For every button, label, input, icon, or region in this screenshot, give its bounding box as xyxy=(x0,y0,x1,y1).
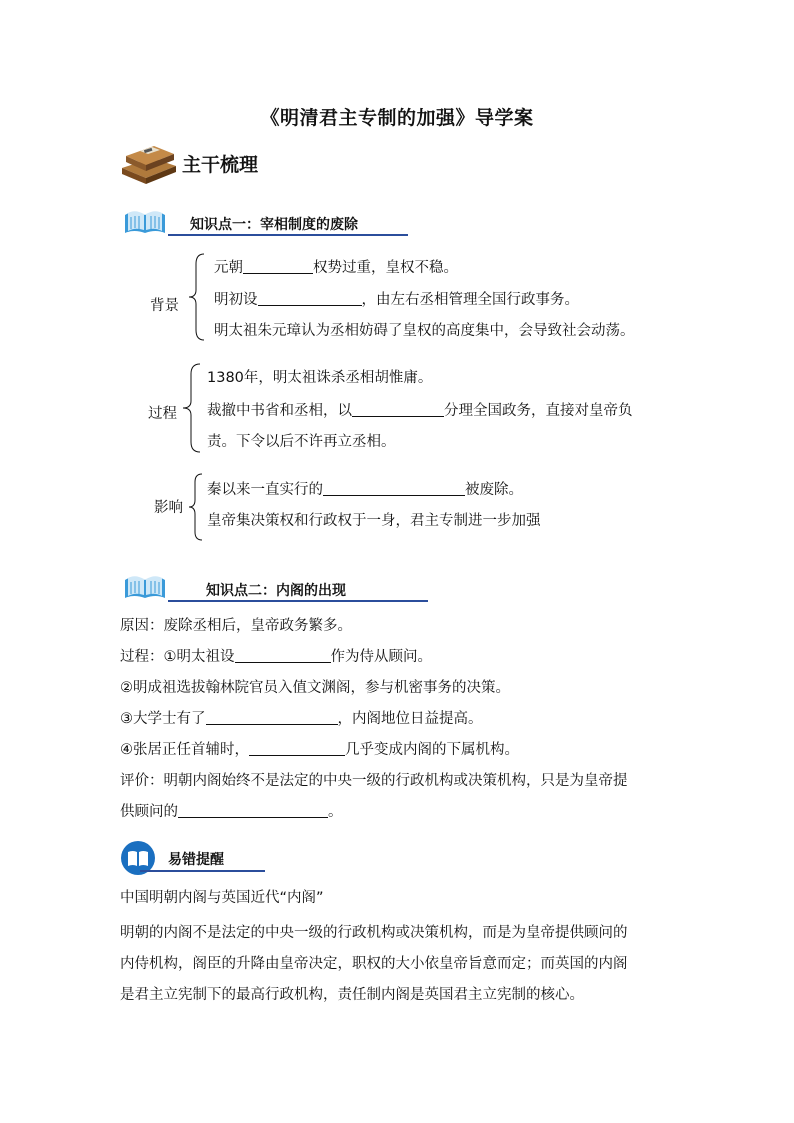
impact-line-2: 皇帝集决策权和行政权于一身，君主专制进一步加强 xyxy=(207,513,541,529)
blank-5[interactable] xyxy=(235,648,331,663)
blank-7[interactable] xyxy=(249,741,345,756)
process-label: 过程 xyxy=(148,406,177,422)
blank-4[interactable] xyxy=(323,481,465,496)
impact-line-1: 秦以来一直实行的 被废除。 xyxy=(207,482,523,498)
kp2-cause: 原因：废除丞相后，皇帝政务繁多。 xyxy=(120,618,352,634)
blank-3[interactable] xyxy=(352,402,444,417)
kp2-underline xyxy=(168,600,428,602)
kp1-title: 知识点一：宰相制度的废除 xyxy=(190,217,358,233)
kp2-process-2: ②明成祖选拔翰林院官员入值文渊阁，参与机密事务的决策。 xyxy=(120,680,510,696)
background-line-3: 明太祖朱元璋认为丞相妨碍了皇权的高度集中，会导致社会动荡。 xyxy=(214,323,635,339)
open-book-icon xyxy=(122,205,168,237)
blank-8[interactable] xyxy=(178,803,328,818)
mistake-underline xyxy=(140,870,265,872)
impact-label: 影响 xyxy=(154,500,183,516)
kp2-process-1: 过程：①明太祖设 作为侍从顾问。 xyxy=(120,649,432,665)
background-line-1: 元朝 权势过重，皇权不稳。 xyxy=(214,260,458,276)
mistake-line-3: 是君主立宪制下的最高行政机构，责任制内阁是英国君主立宪制的核心。 xyxy=(120,987,584,1003)
blank-1[interactable] xyxy=(243,259,313,274)
brace-background xyxy=(186,252,206,342)
mistake-line-1: 明朝的内阁不是法定的中央一级的行政机构或决策机构，而是为皇帝提供顾问的 xyxy=(120,925,628,941)
brace-process xyxy=(180,362,202,454)
document-title: 《明清君主专制的加强》导学案 xyxy=(260,107,534,129)
kp2-eval-2: 供顾问的 。 xyxy=(120,804,343,820)
kp2-process-4: ④张居正任首辅时， 几乎变成内阁的下属机构。 xyxy=(120,742,519,758)
kp2-title: 知识点二：内阁的出现 xyxy=(206,583,346,599)
blank-6[interactable] xyxy=(206,710,338,725)
mistake-line-2: 内侍机构，阁臣的升降由皇帝决定，职权的大小依皇帝旨意而定；而英国的内阁 xyxy=(120,956,628,972)
kp1-underline xyxy=(168,234,408,236)
mistake-subtitle: 中国明朝内阁与英国近代“内阁” xyxy=(120,890,324,906)
main-heading: 主干梳理 xyxy=(182,154,259,176)
brace-impact xyxy=(186,472,204,542)
kp2-content xyxy=(120,611,680,828)
process-line-1: 1380年，明太祖诛杀丞相胡惟庸。 xyxy=(207,370,433,386)
background-label: 背景 xyxy=(150,298,179,314)
process-line-2: 裁撤中书省和丞相，以 分理全国政务，直接对皇帝负 xyxy=(207,403,633,419)
blank-2[interactable] xyxy=(258,291,362,306)
process-line-3: 责。下令以后不许再立丞相。 xyxy=(207,434,396,450)
mistake-title: 易错提醒 xyxy=(168,852,224,868)
background-line-2: 明初设 ，由左右丞相管理全国行政事务。 xyxy=(214,292,579,308)
kp2-process-3: ③大学士有了 ，内阁地位日益提高。 xyxy=(120,711,483,727)
kp2-eval-1: 评价：明朝内阁始终不是法定的中央一级的行政机构或决策机构，只是为皇帝提 xyxy=(120,773,628,789)
mistake-content xyxy=(120,883,680,1011)
open-book-icon xyxy=(122,570,168,602)
book-stack-icon xyxy=(118,140,180,186)
